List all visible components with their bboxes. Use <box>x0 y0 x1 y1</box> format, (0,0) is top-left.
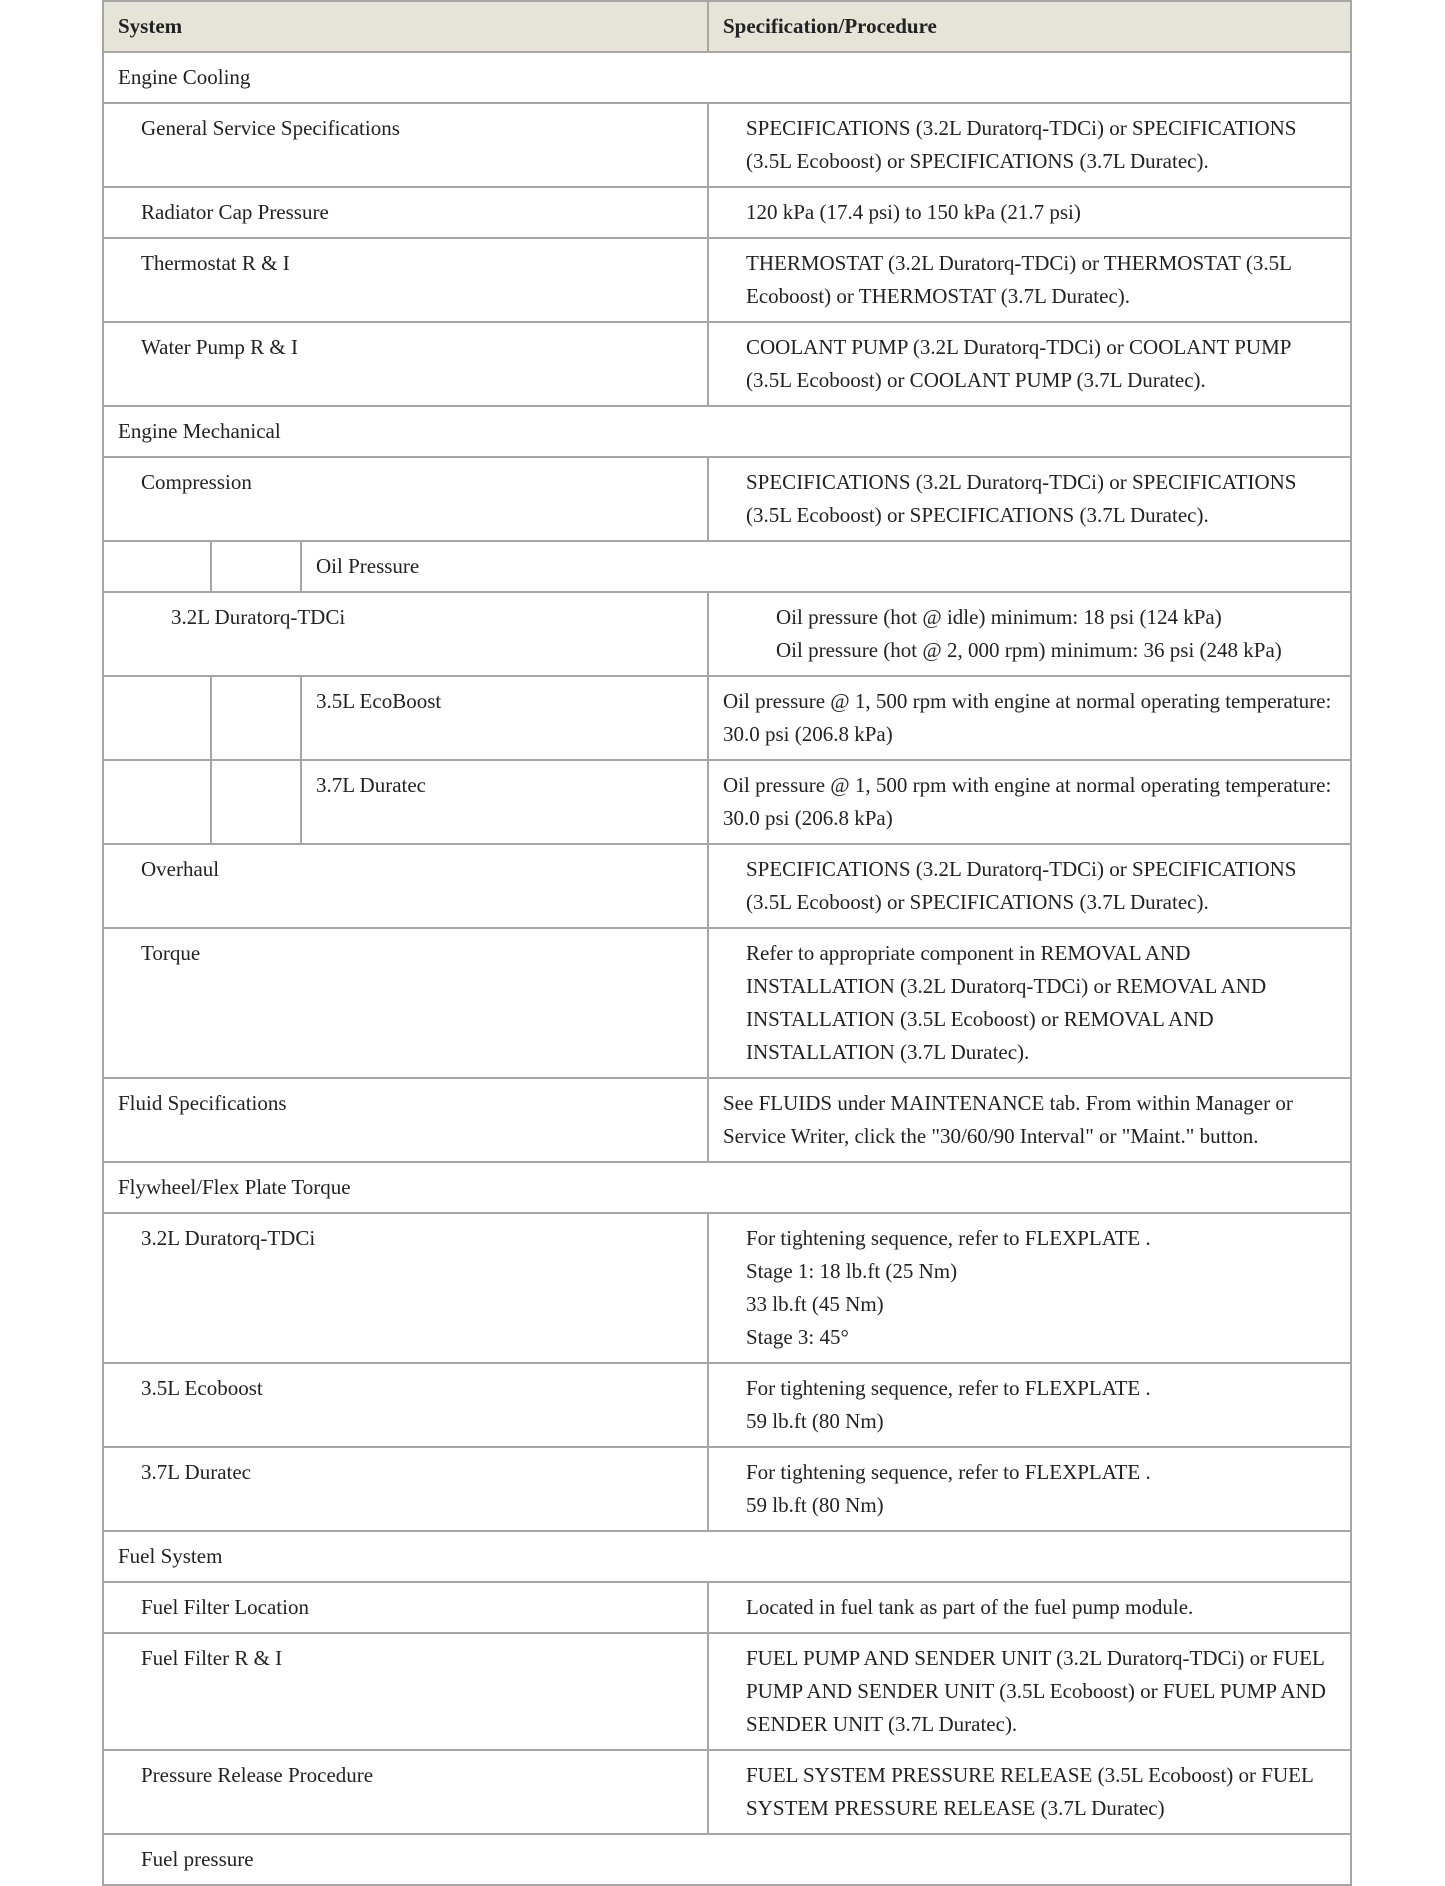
table-row <box>103 457 1351 541</box>
spec-line: 59 lb.ft (80 Nm) <box>746 1493 884 1517</box>
spec-line: Oil pressure (hot @ idle) minimum: 18 psi (124 kPa) <box>776 605 1222 629</box>
table-row <box>103 103 1351 187</box>
system-label: Radiator Cap Pressure <box>103 187 708 238</box>
system-label: Pressure Release Procedure <box>103 1750 708 1834</box>
table-row <box>103 592 1351 676</box>
table-header-row <box>103 1 1351 52</box>
spec-value <box>708 1213 1351 1363</box>
spec-line: Oil pressure (hot @ 2, 000 rpm) minimum: 36 psi (248 kPa) <box>776 638 1282 662</box>
system-label: Torque <box>103 928 708 1078</box>
system-label: General Service Specifications <box>103 103 708 187</box>
system-label: 3.5L EcoBoost <box>301 676 708 760</box>
system-label: Overhaul <box>103 844 708 928</box>
spacer-cell <box>211 541 301 592</box>
subsection-title: Oil Pressure <box>301 541 1351 592</box>
subsection-row-oil-pressure <box>103 541 1351 592</box>
table-row <box>103 1078 1351 1162</box>
table-row <box>103 1213 1351 1363</box>
spec-value: FUEL PUMP AND SENDER UNIT (3.2L Duratorq-TDCi) or FUEL PUMP AND SENDER UNIT (3.5L Ecoboost) or FUEL PUMP AND SENDER UNIT (3.7L Duratec). <box>708 1633 1351 1750</box>
spec-line: 33 lb.ft (45 Nm) <box>746 1292 884 1316</box>
system-label: 3.2L Duratorq-TDCi <box>103 592 708 676</box>
spec-line: For tightening sequence, refer to FLEXPLATE . <box>746 1226 1151 1250</box>
spec-line: Stage 1: 18 lb.ft (25 Nm) <box>746 1259 958 1283</box>
table-row <box>103 238 1351 322</box>
spec-value: See FLUIDS under MAINTENANCE tab. From within Manager or Service Writer, click the "30/60/90 Interval" or "Maint." button. <box>708 1078 1351 1162</box>
system-label: 3.2L Duratorq-TDCi <box>103 1213 708 1363</box>
table-row <box>103 760 1351 844</box>
header-system: System <box>103 1 708 52</box>
system-label: 3.7L Duratec <box>103 1447 708 1531</box>
spec-value <box>708 1363 1351 1447</box>
section-title: Engine Cooling <box>103 52 1351 103</box>
spacer-cell <box>211 676 301 760</box>
table-row <box>103 322 1351 406</box>
spec-line: Stage 3: 45° <box>746 1325 849 1349</box>
table-row <box>103 1633 1351 1750</box>
spec-value: SPECIFICATIONS (3.2L Duratorq-TDCi) or SPECIFICATIONS (3.5L Ecoboost) or SPECIFICATIONS (3.7L Duratec). <box>708 457 1351 541</box>
spacer-cell <box>103 760 211 844</box>
system-label: Thermostat R & I <box>103 238 708 322</box>
section-title: Flywheel/Flex Plate Torque <box>103 1162 1351 1213</box>
spacer-cell <box>211 760 301 844</box>
spec-value: 120 kPa (17.4 psi) to 150 kPa (21.7 psi) <box>708 187 1351 238</box>
system-label: Fuel pressure <box>103 1834 1351 1885</box>
spacer-cell <box>103 676 211 760</box>
system-label: Fuel Filter Location <box>103 1582 708 1633</box>
spec-line: 59 lb.ft (80 Nm) <box>746 1409 884 1433</box>
spec-value: Oil pressure @ 1, 500 rpm with engine at normal operating temperature: 30.0 psi (206.8 kPa) <box>708 676 1351 760</box>
table-row <box>103 187 1351 238</box>
spec-value: Refer to appropriate component in REMOVAL AND INSTALLATION (3.2L Duratorq-TDCi) or REMOVAL AND INSTALLATION (3.5L Ecoboost) or REMOVAL AND INSTALLATION (3.7L Duratec). <box>708 928 1351 1078</box>
spec-value: Located in fuel tank as part of the fuel pump module. <box>708 1582 1351 1633</box>
system-label: Water Pump R & I <box>103 322 708 406</box>
system-label: 3.7L Duratec <box>301 760 708 844</box>
section-title: Fuel System <box>103 1531 1351 1582</box>
specifications-table <box>102 0 1352 1886</box>
spec-value: SPECIFICATIONS (3.2L Duratorq-TDCi) or SPECIFICATIONS (3.5L Ecoboost) or SPECIFICATIONS (3.7L Duratec). <box>708 844 1351 928</box>
table-row <box>103 1834 1351 1885</box>
section-row-engine-cooling <box>103 52 1351 103</box>
spec-line: For tightening sequence, refer to FLEXPLATE . <box>746 1376 1151 1400</box>
system-label: Compression <box>103 457 708 541</box>
table-row <box>103 844 1351 928</box>
spec-value: THERMOSTAT (3.2L Duratorq-TDCi) or THERMOSTAT (3.5L Ecoboost) or THERMOSTAT (3.7L Duratec). <box>708 238 1351 322</box>
section-row-flywheel <box>103 1162 1351 1213</box>
spacer-cell <box>103 541 211 592</box>
spec-value <box>708 592 1351 676</box>
spec-value: Oil pressure @ 1, 500 rpm with engine at normal operating temperature: 30.0 psi (206.8 kPa) <box>708 760 1351 844</box>
header-specification: Specification/Procedure <box>708 1 1351 52</box>
table-row <box>103 1582 1351 1633</box>
spec-value: FUEL SYSTEM PRESSURE RELEASE (3.5L Ecoboost) or FUEL SYSTEM PRESSURE RELEASE (3.7L Duratec) <box>708 1750 1351 1834</box>
system-label: Fuel Filter R & I <box>103 1633 708 1750</box>
spec-value: COOLANT PUMP (3.2L Duratorq-TDCi) or COOLANT PUMP (3.5L Ecoboost) or COOLANT PUMP (3.7L Duratec). <box>708 322 1351 406</box>
table-row <box>103 676 1351 760</box>
spec-line: For tightening sequence, refer to FLEXPLATE . <box>746 1460 1151 1484</box>
spec-value: SPECIFICATIONS (3.2L Duratorq-TDCi) or SPECIFICATIONS (3.5L Ecoboost) or SPECIFICATIONS (3.7L Duratec). <box>708 103 1351 187</box>
section-row-fuel-system <box>103 1531 1351 1582</box>
system-label: Fluid Specifications <box>103 1078 708 1162</box>
table-row <box>103 928 1351 1078</box>
table-row <box>103 1750 1351 1834</box>
system-label: 3.5L Ecoboost <box>103 1363 708 1447</box>
table-row <box>103 1447 1351 1531</box>
spec-value <box>708 1447 1351 1531</box>
section-title: Engine Mechanical <box>103 406 1351 457</box>
table-row <box>103 1363 1351 1447</box>
section-row-engine-mechanical <box>103 406 1351 457</box>
